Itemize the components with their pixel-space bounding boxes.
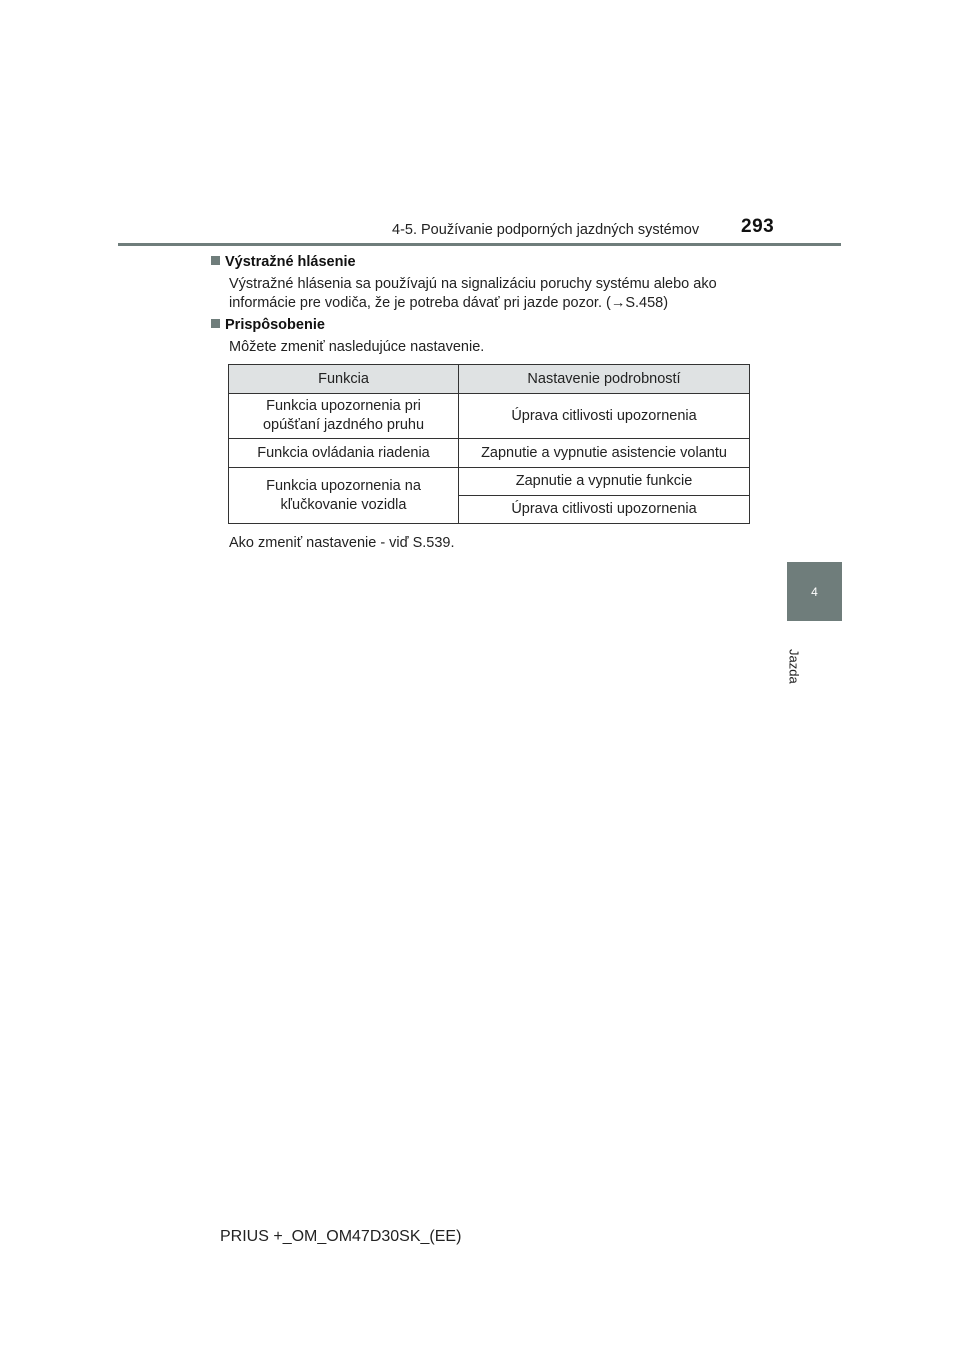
section-heading-text: Výstražné hlásenie bbox=[225, 254, 356, 270]
setting-cell: Zapnutie a vypnutie funkcie bbox=[459, 468, 750, 496]
arrow-right-icon: → bbox=[610, 295, 626, 311]
table-row bbox=[229, 394, 750, 439]
function-cell-line: opúšťaní jazdného pruhu bbox=[262, 417, 425, 433]
column-header-settings: Nastavenie podrobností bbox=[459, 365, 750, 394]
square-bullet-icon bbox=[211, 319, 220, 328]
section-heading-customization bbox=[211, 317, 325, 333]
page-reference-link[interactable]: S.458) bbox=[625, 295, 669, 311]
table-row bbox=[229, 468, 750, 496]
warning-paragraph-line2 bbox=[229, 294, 668, 313]
function-cell-line: Funkcia upozornenia na bbox=[266, 477, 421, 494]
settings-table bbox=[228, 364, 750, 524]
chapter-number: 4 bbox=[811, 584, 818, 599]
table-header-row bbox=[229, 365, 750, 394]
chapter-tab bbox=[787, 562, 842, 621]
settings-note: Ako zmeniť nastavenie - viď S.539. bbox=[229, 535, 455, 551]
chapter-label: Jazda bbox=[786, 648, 802, 684]
warning-paragraph-text: informácie pre vodiča, že je potreba dávať pri jazde pozor. ( bbox=[229, 295, 611, 311]
warning-paragraph-line1: Výstražné hlásenia sa používajú na signalizáciu poruchy systému alebo ako bbox=[229, 276, 717, 292]
function-cell-line: Funkcia upozornenia pri bbox=[266, 398, 421, 414]
section-heading-text: Prispôsobenie bbox=[225, 317, 325, 333]
setting-cell: Úprava citlivosti upozornenia bbox=[459, 496, 750, 524]
setting-cell: Úprava citlivosti upozornenia bbox=[459, 394, 750, 439]
column-header-function: Funkcia bbox=[229, 365, 459, 394]
setting-cell: Zapnutie a vypnutie asistencie volantu bbox=[459, 439, 750, 468]
page-number: 293 bbox=[741, 216, 775, 237]
header-divider bbox=[118, 243, 841, 246]
section-heading-warning bbox=[211, 254, 356, 270]
document-code: PRIUS +_OM_OM47D30SK_(EE) bbox=[220, 1228, 462, 1245]
function-cell: Funkcia ovládania riadenia bbox=[229, 439, 459, 468]
square-bullet-icon bbox=[211, 256, 220, 265]
customization-paragraph: Môžete zmeniť nasledujúce nastavenie. bbox=[229, 339, 485, 355]
function-cell-line: kľučkovanie vozidla bbox=[280, 496, 407, 513]
section-title: 4-5. Používanie podporných jazdných systémov bbox=[392, 222, 700, 238]
function-cell bbox=[229, 394, 459, 439]
table-row bbox=[229, 439, 750, 468]
function-cell bbox=[229, 468, 459, 524]
